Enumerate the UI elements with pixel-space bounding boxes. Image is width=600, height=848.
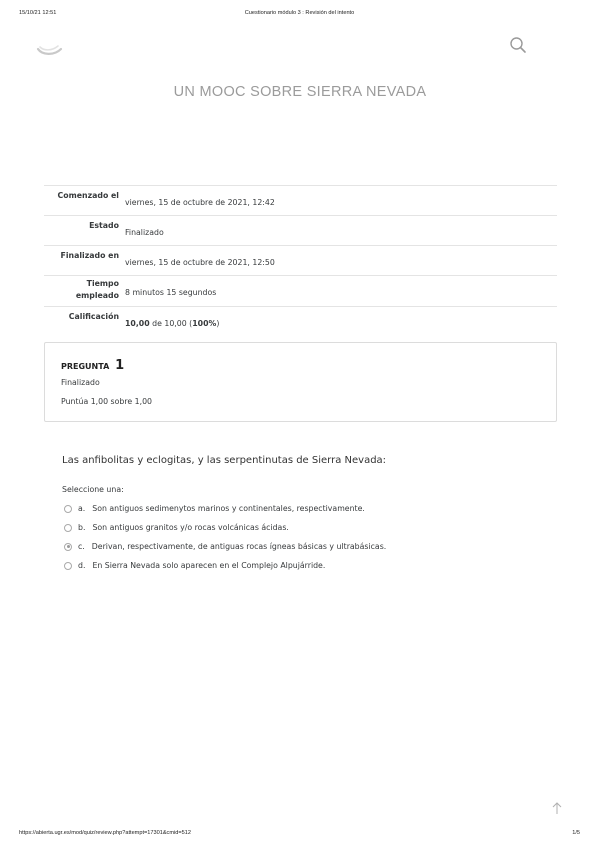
- option-letter-c: c.: [78, 542, 85, 551]
- option-letter-b: b.: [78, 523, 86, 532]
- question-info-box: [44, 342, 557, 422]
- question-number: [61, 358, 124, 373]
- print-footer: [19, 830, 580, 840]
- state-label: Estado: [89, 221, 119, 230]
- question-state: Finalizado: [61, 378, 100, 387]
- option-letter-d: d.: [78, 561, 86, 570]
- question-mark: Puntúa 1,00 sobre 1,00: [61, 397, 152, 406]
- question-number-value: 1: [115, 358, 125, 373]
- print-page-number: 1/5: [572, 830, 580, 836]
- radio-d[interactable]: [64, 562, 72, 570]
- grade-percent: 100%: [192, 319, 217, 328]
- answer-prompt: Seleccione una:: [62, 485, 124, 494]
- search-icon[interactable]: [509, 36, 527, 54]
- finished-value: viernes, 15 de octubre de 2021, 12:50: [125, 258, 275, 267]
- option-text-b: Son antiguos granitos y/o rocas volcánicas ácidas.: [92, 523, 289, 532]
- time-value: 8 minutos 15 segundos: [125, 288, 217, 297]
- radio-a[interactable]: [64, 505, 72, 513]
- summary-row-grade: [44, 307, 557, 336]
- time-label-line1: Tiempo: [86, 279, 119, 288]
- summary-row-state: [44, 216, 557, 246]
- answer-option-a[interactable]: [64, 499, 386, 518]
- attempt-summary-table: [44, 185, 557, 336]
- grade-label: Calificación: [68, 312, 119, 321]
- option-text-d: En Sierra Nevada solo aparecen en el Complejo Alpujárride.: [92, 561, 326, 570]
- answer-option-d[interactable]: [64, 556, 386, 575]
- answer-option-c[interactable]: [64, 537, 386, 556]
- time-label-line2: empleado: [75, 291, 119, 300]
- radio-b[interactable]: [64, 524, 72, 532]
- print-header: [19, 10, 580, 22]
- question-label: PREGUNTA: [61, 362, 110, 371]
- grade-value: [119, 307, 219, 336]
- grade-of: de 10,00 (: [149, 319, 193, 328]
- site-title[interactable]: UN MOOC SOBRE SIERRA NEVADA: [173, 84, 427, 100]
- time-label: [44, 276, 119, 306]
- summary-row-time: [44, 276, 557, 307]
- summary-row-finished: [44, 246, 557, 276]
- started-value: viernes, 15 de octubre de 2021, 12:42: [125, 198, 275, 207]
- answer-option-b[interactable]: [64, 518, 386, 537]
- logo-swoosh-icon[interactable]: [35, 38, 63, 58]
- question-text: Las anfibolitas y eclogitas, y las serpentinutas de Sierra Nevada:: [62, 455, 387, 466]
- arrow-up-icon[interactable]: [551, 801, 563, 815]
- grade-score: 10,00: [125, 319, 150, 328]
- grade-close: ): [216, 319, 220, 328]
- print-url: https://abierta.ugr.es/mod/quiz/review.php?attempt=17301&cmid=512: [19, 830, 191, 836]
- option-text-a: Son antiguos sedimenytos marinos y continentales, respectivamente.: [92, 504, 365, 513]
- summary-row-started: [44, 186, 557, 216]
- radio-c[interactable]: [64, 543, 72, 551]
- finished-label: Finalizado en: [60, 251, 119, 260]
- started-label: Comenzado el: [57, 191, 119, 200]
- answer-options: [64, 499, 386, 575]
- print-document-title: Cuestionario módulo 3 : Revisión del intento: [244, 10, 355, 16]
- state-value: Finalizado: [125, 228, 164, 237]
- print-datetime: 15/10/21 12:51: [19, 10, 57, 16]
- option-text-c: Derivan, respectivamente, de antiguas rocas ígneas básicas y ultrabásicas.: [91, 542, 387, 551]
- option-letter-a: a.: [78, 504, 86, 513]
